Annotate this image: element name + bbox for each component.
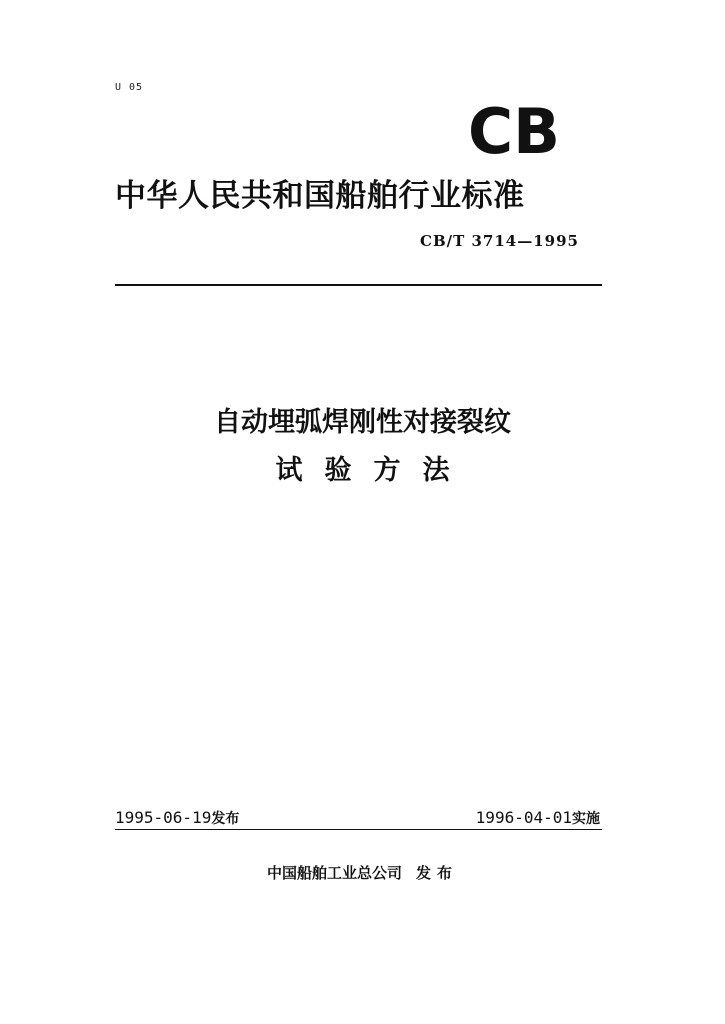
bottom-divider [115, 829, 602, 830]
publisher-label: 发布 [416, 864, 459, 882]
document-title-line2: 试验方法 [275, 455, 472, 486]
top-divider [115, 284, 602, 286]
issue-date [115, 808, 239, 828]
logo-text: CB [468, 100, 560, 158]
standard-number: CB/T 3714—1995 [420, 232, 579, 250]
publisher-name: 中国船舶工业总公司 [266, 864, 402, 882]
effective-date-value: 1996-04-01 [475, 808, 572, 827]
document-title-line1: 自动埋弧焊刚性对接裂纹 [214, 407, 511, 438]
issue-date-value: 1995-06-19 [115, 808, 212, 827]
cb-logo [466, 100, 562, 158]
standard-category-title: 中华人民共和国船舶行业标准 [115, 178, 525, 214]
classification-code: U 05 [115, 82, 144, 93]
issue-date-label: 发布 [211, 811, 240, 827]
publisher [0, 862, 725, 883]
effective-date-label: 实施 [572, 811, 600, 827]
effective-date [476, 808, 600, 828]
